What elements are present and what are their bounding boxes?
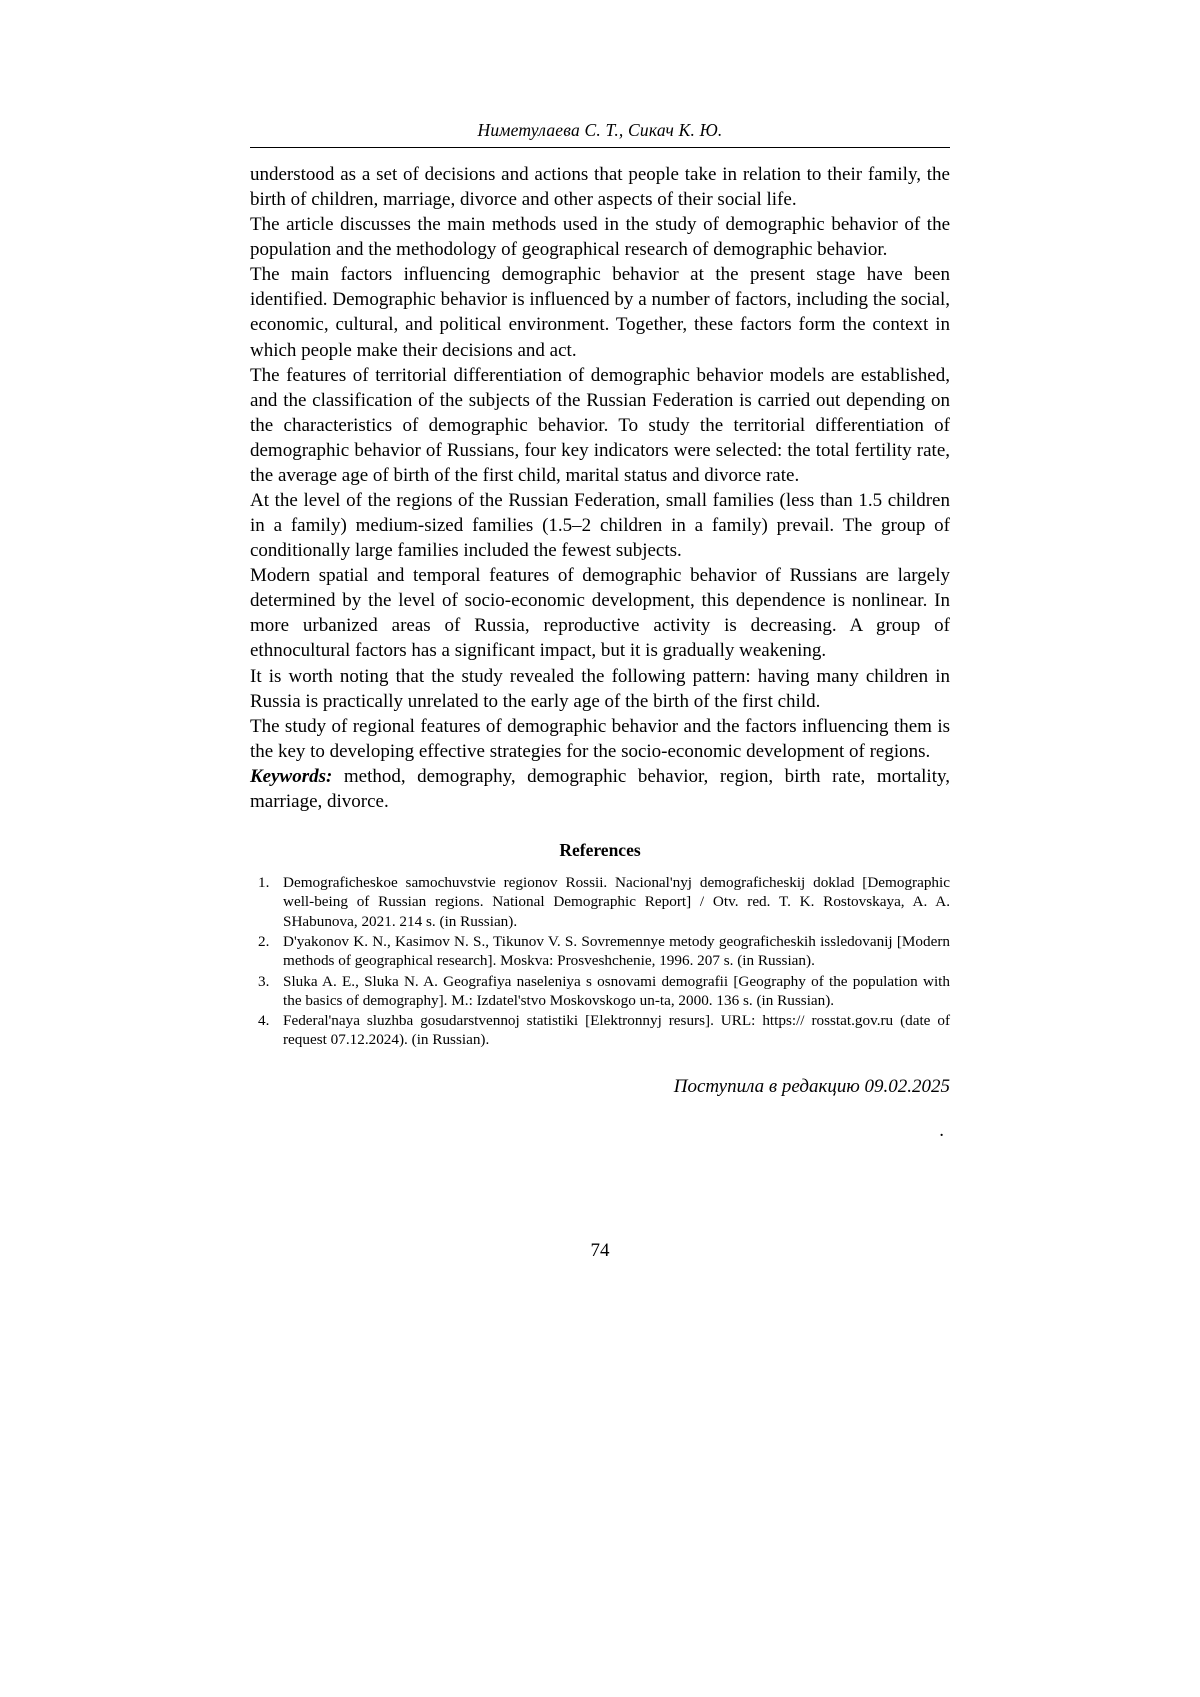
- reference-number: 3.: [258, 972, 270, 990]
- page-number: 74: [590, 1240, 610, 1261]
- abstract-paragraph-5: At the level of the regions of the Russian Federation, small families (less than 1.5 children in a family) medium-sized families (1.5–2 children in a family) prevail. The group of conditionally large families included the fewest subjects.: [250, 490, 950, 562]
- reference-text: Federal'naya sluzhba gosudarstvennoj statistiki [Elektronnyj resurs]. URL: https:// rosstat.gov.ru (date of request 07.12.2024). (in Russian).: [283, 1012, 950, 1049]
- page-content: [250, 120, 950, 1142]
- abstract-paragraph-8: The study of regional features of demographic behavior and the factors influencing them is the key to developing effective strategies for the socio-economic development of regions.: [250, 715, 950, 762]
- reference-item: [250, 873, 950, 931]
- running-head: Ниметулаева С. Т., Сикач К. Ю.: [477, 120, 723, 140]
- reference-number: 1.: [258, 874, 270, 892]
- abstract-paragraph-7: It is worth noting that the study revealed the following pattern: having many children in Russia is practically unrelated to the early age of the birth of the first child.: [250, 665, 950, 712]
- keywords-text: method, demography, demographic behavior, region, birth rate, mortality, marriage, divorce.: [250, 765, 950, 812]
- references-list: [250, 873, 950, 1050]
- received-date: Поступила в редакцию 09.02.2025: [673, 1075, 950, 1097]
- references-heading: References: [559, 840, 641, 861]
- reference-item: [250, 932, 950, 971]
- reference-text: Demograficheskoe samochuvstvie regionov Rossii. Nacional'nyj demograficheskij doklad [Demographic well-being of Russian regions. National Demographic Report] / Otv. red. T. K. Rostovskaya, A. A. SHabunova, 2021. 214 s. (in Russian).: [283, 874, 950, 930]
- header-rule: [250, 147, 950, 148]
- keywords-label: Keywords:: [250, 765, 333, 787]
- reference-item: [250, 972, 950, 1011]
- abstract-paragraph-6: Modern spatial and temporal features of demographic behavior of Russians are largely determined by the level of socio-economic development, this dependence is nonlinear. In more urbanized areas of Russia, reproductive activity is decreasing. A group of ethnocultural factors has a significant impact, but it is gradually weakening.: [250, 565, 950, 662]
- reference-item: [250, 1011, 950, 1050]
- reference-number: 4.: [258, 1012, 270, 1030]
- abstract-paragraph-1: understood as a set of decisions and actions that people take in relation to their family, the birth of children, marriage, divorce and other aspects of their social life.: [250, 164, 950, 211]
- abstract-paragraph-3: The main factors influencing demographic behavior at the present stage have been identified. Demographic behavior is influenced by a number of factors, including the social, economic, cultural, and political environment. Together, these factors form the context in which people make their decisions and act.: [250, 264, 950, 361]
- stray-mark: .: [939, 1119, 944, 1141]
- reference-text: D'yakonov K. N., Kasimov N. S., Tikunov V. S. Sovremennye metody geograficheskih issledovanij [Modern methods of geographical research]. Moskva: Prosveshchenie, 1996. 207 s. (in Russian).: [283, 932, 950, 970]
- reference-text: Sluka A. E., Sluka N. A. Geografiya naseleniya s osnovami demografii [Geography of the population with the basics of demography]. M.: Izdatel'stvo Moskovskogo un-ta, 2000. 136 s. (in Russian).: [283, 972, 950, 1009]
- keywords-paragraph: [250, 764, 950, 814]
- abstract-paragraph-2: The article discusses the main methods used in the study of demographic behavior of the population and the methodology of geographical research of demographic behavior.: [250, 214, 950, 261]
- abstract-paragraph-4: The features of territorial differentiation of demographic behavior models are established, and the classification of the subjects of the Russian Federation is carried out depending on the characteristics of demographic behavior. To study the territorial differentiation of demographic behavior of Russians, four key indicators were selected: the total fertility rate, the average age of birth of the first child, marital status and divorce rate.: [250, 364, 950, 486]
- reference-number: 2.: [258, 932, 270, 950]
